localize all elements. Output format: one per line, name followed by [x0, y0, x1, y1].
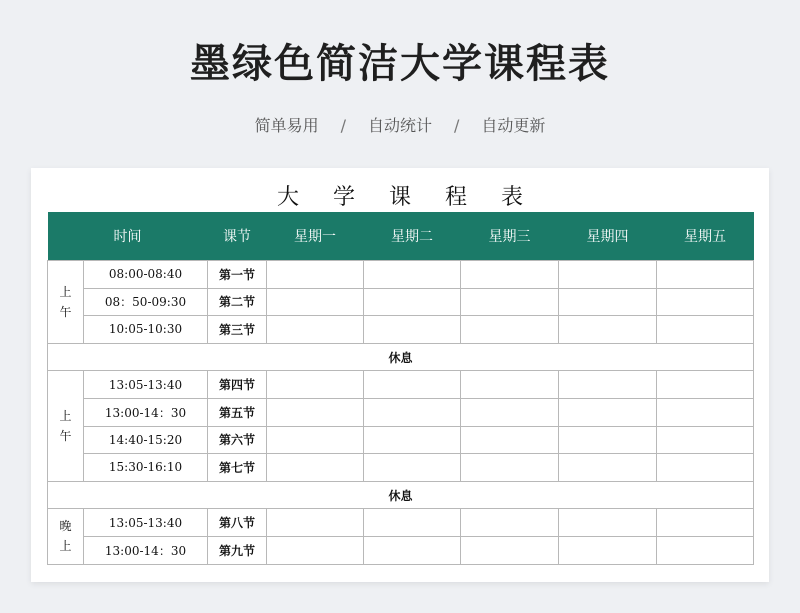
table-row	[48, 426, 754, 454]
column-header: 星期一	[267, 212, 364, 261]
table-body	[48, 261, 754, 565]
course-slot[interactable]	[559, 316, 657, 344]
break-row	[48, 343, 754, 371]
period-label: 上 午	[48, 371, 84, 481]
course-slot[interactable]	[461, 316, 559, 344]
lesson-cell: 第一节	[208, 261, 267, 289]
course-slot[interactable]	[657, 454, 754, 482]
course-slot[interactable]	[559, 454, 657, 482]
course-slot[interactable]	[267, 426, 364, 454]
course-slot[interactable]	[461, 536, 559, 564]
column-header: 时间	[48, 212, 208, 261]
period-label: 上 午	[48, 261, 84, 344]
course-slot[interactable]	[559, 509, 657, 537]
course-slot[interactable]	[461, 288, 559, 316]
course-slot[interactable]	[364, 454, 461, 482]
table-row	[48, 261, 754, 289]
course-slot[interactable]	[559, 371, 657, 399]
course-slot[interactable]	[364, 261, 461, 289]
column-header: 星期四	[559, 212, 657, 261]
schedule-sheet	[31, 168, 769, 582]
subtitle-item: 简单易用	[254, 116, 319, 135]
time-cell: 15:30-16:10	[84, 454, 208, 482]
course-slot[interactable]	[461, 509, 559, 537]
course-slot[interactable]	[461, 454, 559, 482]
course-slot[interactable]	[657, 426, 754, 454]
page-title: 墨绿色简洁大学课程表	[190, 41, 610, 87]
course-slot[interactable]	[461, 398, 559, 426]
subtitle-separator: /	[454, 116, 460, 135]
subtitle-separator: /	[340, 116, 346, 135]
course-slot[interactable]	[364, 398, 461, 426]
lesson-cell: 第五节	[208, 398, 267, 426]
course-slot[interactable]	[559, 398, 657, 426]
table-row	[48, 288, 754, 316]
course-slot[interactable]	[267, 536, 364, 564]
course-slot[interactable]	[364, 426, 461, 454]
column-header: 星期三	[461, 212, 559, 261]
lesson-cell: 第六节	[208, 426, 267, 454]
course-slot[interactable]	[267, 316, 364, 344]
break-label: 休息	[48, 481, 754, 509]
lesson-cell: 第七节	[208, 454, 267, 482]
table-header-row	[48, 212, 754, 261]
table-row	[48, 536, 754, 564]
sheet-title: 大学课程表	[276, 185, 557, 210]
column-header: 星期五	[657, 212, 754, 261]
time-cell: 08:00-08:40	[84, 261, 208, 289]
lesson-cell: 第三节	[208, 316, 267, 344]
course-slot[interactable]	[559, 536, 657, 564]
course-slot[interactable]	[657, 398, 754, 426]
lesson-cell: 第四节	[208, 371, 267, 399]
course-slot[interactable]	[657, 536, 754, 564]
period-label: 晚 上	[48, 509, 84, 564]
course-slot[interactable]	[364, 316, 461, 344]
lesson-cell: 第九节	[208, 536, 267, 564]
course-slot[interactable]	[657, 371, 754, 399]
table-row	[48, 398, 754, 426]
course-slot[interactable]	[267, 288, 364, 316]
time-cell: 14:40-15:20	[84, 426, 208, 454]
column-header: 星期二	[364, 212, 461, 261]
course-slot[interactable]	[267, 371, 364, 399]
course-slot[interactable]	[657, 261, 754, 289]
course-slot[interactable]	[267, 261, 364, 289]
table-row	[48, 371, 754, 399]
course-slot[interactable]	[267, 509, 364, 537]
time-cell: 10:05-10:30	[84, 316, 208, 344]
course-slot[interactable]	[657, 288, 754, 316]
table-row	[48, 509, 754, 537]
table-row	[48, 454, 754, 482]
course-slot[interactable]	[364, 288, 461, 316]
break-row	[48, 481, 754, 509]
subtitle	[0, 113, 800, 136]
course-slot[interactable]	[559, 261, 657, 289]
lesson-cell: 第二节	[208, 288, 267, 316]
course-slot[interactable]	[364, 536, 461, 564]
time-cell: 13:05-13:40	[84, 509, 208, 537]
course-slot[interactable]	[364, 371, 461, 399]
break-label: 休息	[48, 343, 754, 371]
time-cell: 08：50-09:30	[84, 288, 208, 316]
course-slot[interactable]	[559, 426, 657, 454]
course-slot[interactable]	[657, 316, 754, 344]
time-cell: 13:00-14：30	[84, 536, 208, 564]
course-slot[interactable]	[657, 509, 754, 537]
course-slot[interactable]	[267, 454, 364, 482]
subtitle-item: 自动更新	[481, 116, 546, 135]
course-slot[interactable]	[461, 426, 559, 454]
course-slot[interactable]	[267, 398, 364, 426]
time-cell: 13:05-13:40	[84, 371, 208, 399]
column-header: 课节	[208, 212, 267, 261]
schedule-table	[47, 212, 754, 565]
course-slot[interactable]	[461, 371, 559, 399]
course-slot[interactable]	[559, 288, 657, 316]
lesson-cell: 第八节	[208, 509, 267, 537]
course-slot[interactable]	[461, 261, 559, 289]
course-slot[interactable]	[364, 509, 461, 537]
time-cell: 13:00-14：30	[84, 398, 208, 426]
subtitle-item: 自动统计	[367, 116, 432, 135]
table-row	[48, 316, 754, 344]
